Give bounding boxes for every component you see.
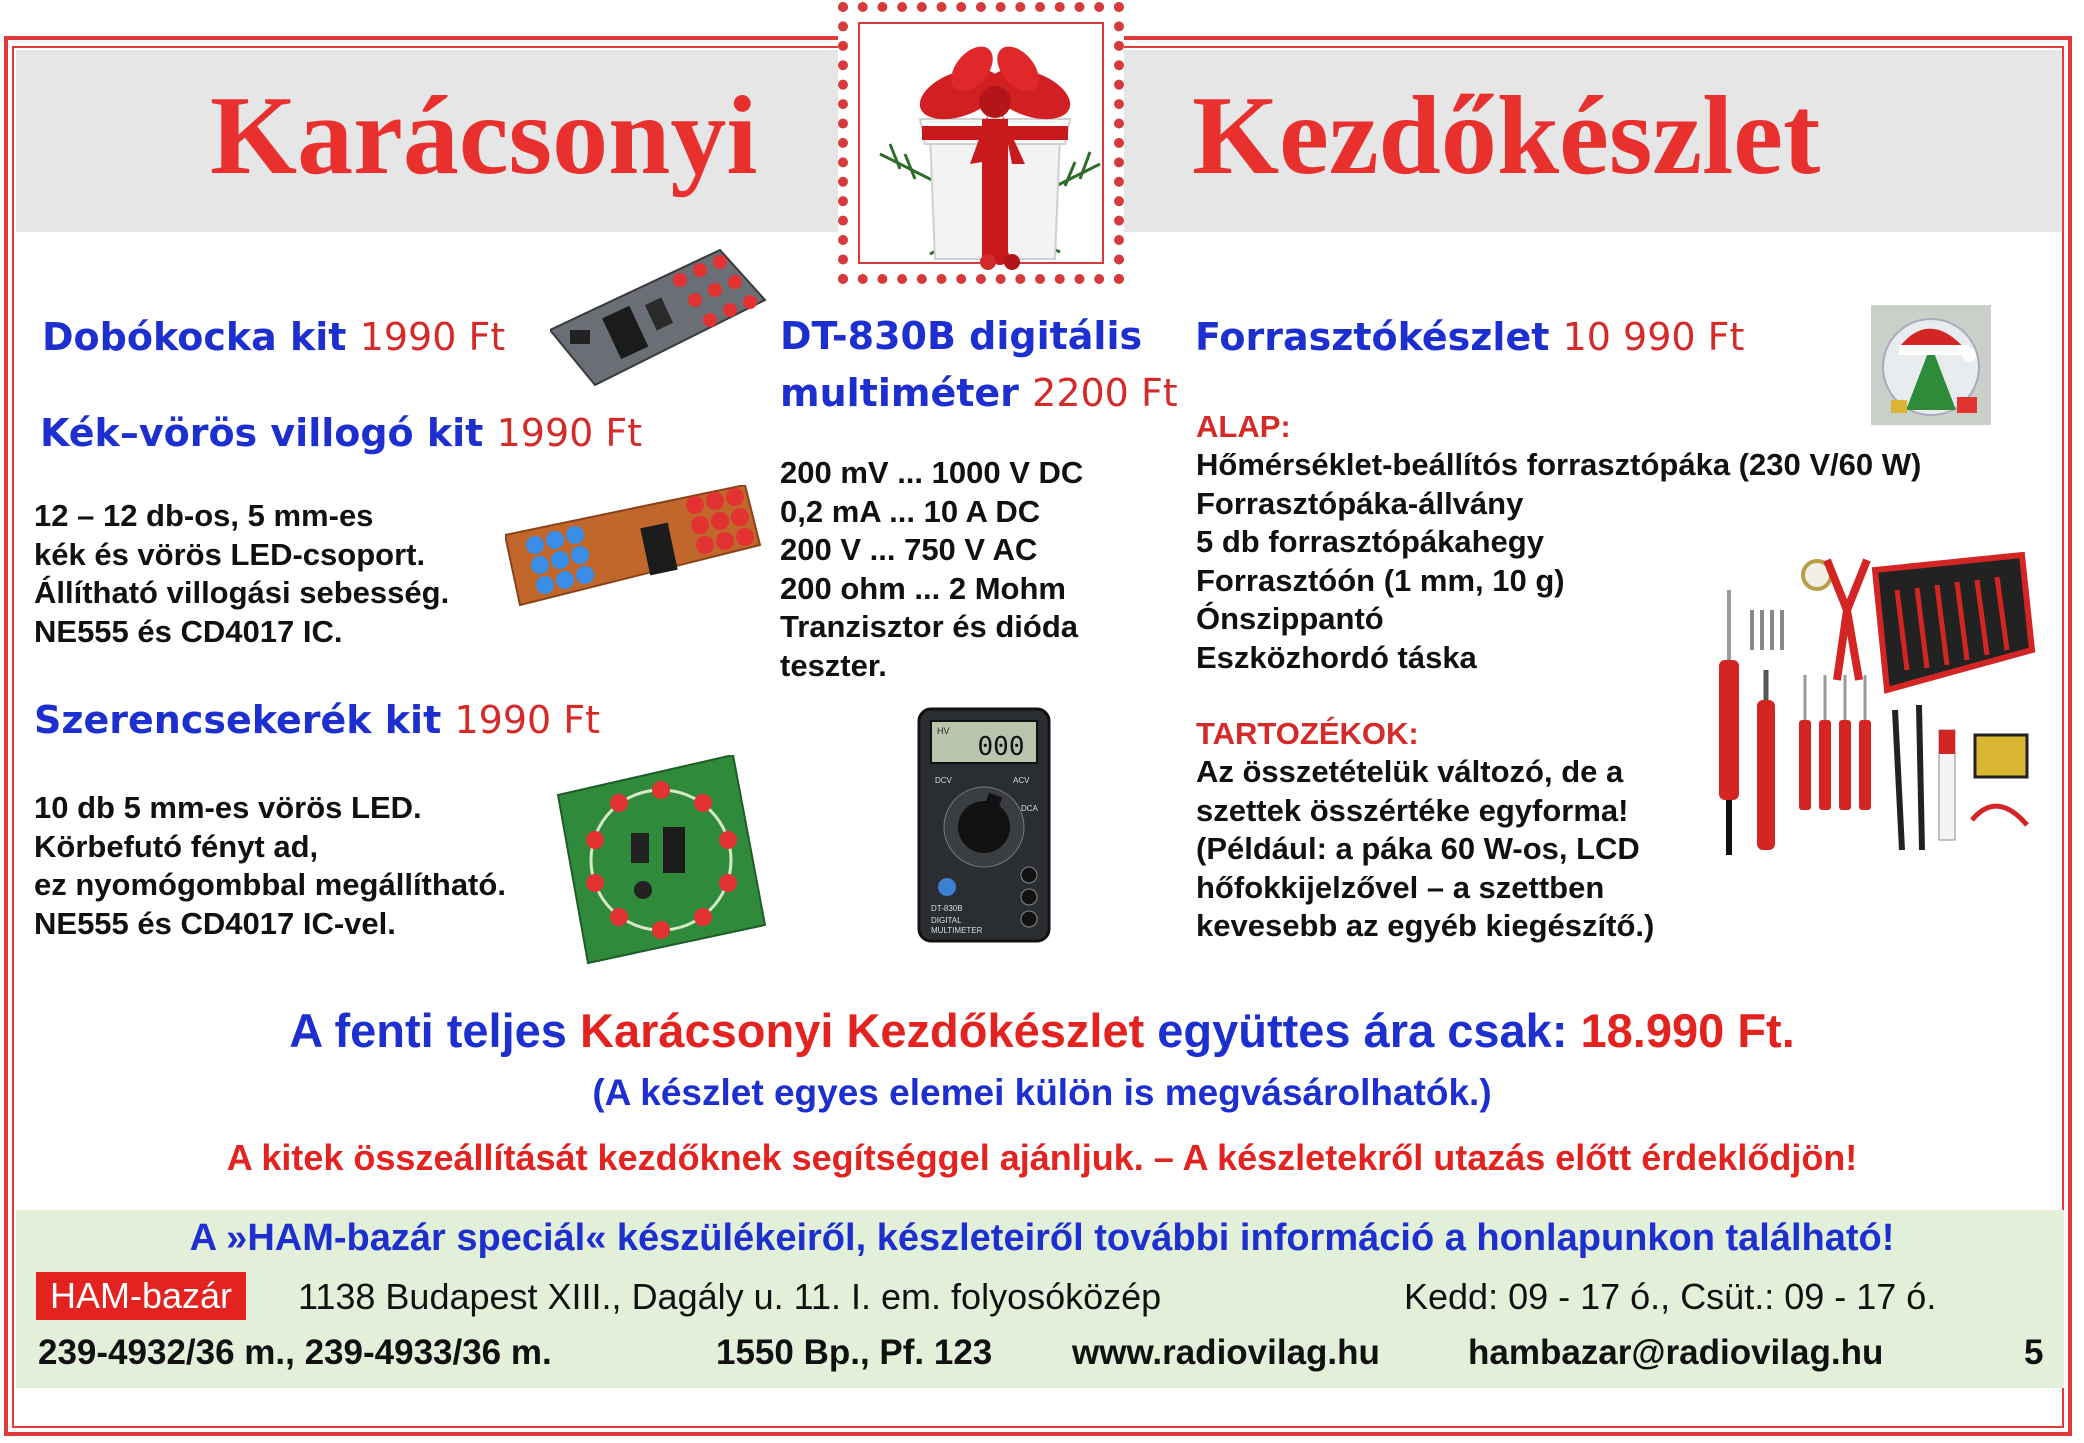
footer-email[interactable]: hambazar@radiovilag.hu — [1468, 1333, 1884, 1372]
forraszto-base-item: Forrasztóón (1 mm, 10 g) — [1196, 562, 1565, 598]
multimeter-display-label: HV — [937, 726, 950, 736]
multimeter-dial-label: DCA — [1021, 804, 1038, 813]
forraszto-accessories-label: TARTOZÉKOK: — [1196, 716, 1419, 751]
gift-image-frame — [838, 2, 1124, 284]
promo-advice: A kitek összeállítását kezdőknek segítséggel ajánljuk. – A készletekről utazás előtt érdeklődjön! — [226, 1137, 1858, 1178]
footer-info: A »HAM-bazár speciál« készülékeiről, készleteiről további információ a honlapunkon található! — [189, 1217, 1895, 1259]
promo-note: (A készlet egyes elemei külön is megvásárolhatók.) — [592, 1072, 1492, 1113]
forraszto-accessories-text — [1196, 753, 1654, 946]
soldering-kit-image — [1707, 550, 2037, 865]
forraszto-base-label: ALAP: — [1196, 409, 1291, 444]
footer-pobox: 1550 Bp., Pf. 123 — [716, 1333, 993, 1372]
villogo-description — [34, 497, 449, 651]
promo-part3: együttes ára csak: — [1157, 1004, 1568, 1057]
forraszto-base-item: Hőmérséklet-beállítós forrasztópáka (230 V/60 W) — [1196, 447, 1922, 482]
title-left: Karácsonyi — [210, 74, 758, 198]
szerencsekerek-desc-line: NE555 és CD4017 IC-vel. — [34, 905, 396, 941]
wheel-kit-image — [553, 755, 768, 970]
ham-bazar-badge: HAM-bazár — [36, 1272, 246, 1320]
szerencsekerek-price: 1990 Ft — [454, 698, 601, 742]
multimeter-image — [917, 707, 1051, 948]
villogo-name: Kék–vörös villogó kit — [40, 411, 484, 455]
szerencsekerek-desc-line: 10 db 5 mm-es vörös LED. — [34, 790, 422, 825]
villogo-desc-line: Állítható villogási sebesség. — [34, 575, 450, 610]
multimeter-dial-label: ACV — [1013, 776, 1030, 785]
forraszto-name: Forrasztókészlet — [1195, 315, 1550, 359]
multimeter-price: 2200 Ft — [1032, 371, 1178, 415]
page-number: 5 — [2024, 1333, 2044, 1372]
villogo-desc-line: kék és vörös LED-csoport. — [34, 536, 426, 572]
footer-hours: Kedd: 09 - 17 ó., Csüt.: 09 - 17 ó. — [1404, 1276, 1937, 1317]
forraszto-heading — [1195, 314, 1744, 362]
footer-phones: 239-4932/36 m., 239-4933/36 m. — [38, 1333, 552, 1372]
forraszto-base-item: Ónszippantó — [1196, 601, 1384, 636]
forraszto-accessories-line: Az összetételük változó, de a — [1196, 754, 1624, 789]
led-flasher-image — [505, 485, 765, 615]
multimeter-caption-line: MULTIMETER — [931, 926, 983, 935]
multimeter-description — [780, 454, 1083, 685]
dobokocka-price: 1990 Ft — [359, 315, 506, 359]
forraszto-base-item: 5 db forrasztópákahegy — [1196, 524, 1544, 559]
multimeter-desc-line: 200 ohm ... 2 Mohm — [780, 570, 1066, 606]
villogo-price: 1990 Ft — [496, 411, 643, 455]
forraszto-accessories-line: szettek összértéke egyforma! — [1196, 792, 1629, 828]
forraszto-accessories-line: hőfokkijelzővel – a szettben — [1196, 869, 1605, 905]
gift-image — [858, 22, 1104, 264]
promo-price: 18.990 Ft. — [1580, 1004, 1795, 1057]
promo-part1: A fenti teljes — [289, 1004, 567, 1057]
dobokocka-heading — [42, 314, 505, 362]
dobokocka-name: Dobókocka kit — [42, 315, 347, 359]
footer-address: 1138 Budapest XIII., Dagály u. 11. I. em. folyosóközép — [298, 1276, 1162, 1317]
multimeter-name-line1: DT-830B digitális — [780, 314, 1143, 358]
villogo-desc-line: NE555 és CD4017 IC. — [34, 613, 343, 649]
szerencsekerek-name: Szerencsekerék kit — [34, 698, 442, 742]
multimeter-desc-line: Tranzisztor és dióda — [780, 609, 1079, 644]
forraszto-accessories-line: (Például: a páka 60 W-os, LCD — [1196, 831, 1640, 866]
multimeter-caption-line: DIGITAL — [931, 916, 962, 925]
multimeter-model-text: DT-830B — [931, 904, 963, 913]
multimeter-desc-line: 0,2 mA ... 10 A DC — [780, 493, 1041, 529]
title-right: Kezdőkészlet — [1192, 74, 1821, 198]
forraszto-price: 10 990 Ft — [1562, 315, 1745, 359]
promo-kit-name: Karácsonyi Kezdőkészlet — [580, 1004, 1145, 1057]
szerencsekerek-desc-line: ez nyomógombbal megállítható. — [34, 867, 506, 902]
multimeter-desc-line: teszter. — [780, 647, 887, 683]
multimeter-display-reading: 000 — [977, 732, 1025, 762]
forraszto-base-item: Eszközhordó táska — [1196, 639, 1477, 675]
villogo-heading — [40, 410, 642, 458]
szerencsekerek-desc-line: Körbefutó fényt ad, — [34, 828, 319, 864]
multimeter-desc-line: 200 V ... 750 V AC — [780, 532, 1038, 567]
christmas-icon — [1871, 305, 1991, 430]
multimeter-heading — [780, 308, 1178, 422]
promo-line — [0, 1003, 2084, 1058]
footer-website[interactable]: www.radiovilag.hu — [1072, 1333, 1380, 1372]
dice-kit-image — [550, 240, 770, 395]
multimeter-name-line2: multiméter — [780, 371, 1019, 415]
multimeter-desc-line: 200 mV ... 1000 V DC — [780, 455, 1084, 490]
forraszto-accessories-line: kevesebb az egyéb kiegészítő.) — [1196, 908, 1655, 943]
villogo-desc-line: 12 – 12 db-os, 5 mm-es — [34, 498, 374, 533]
szerencsekerek-description — [34, 789, 506, 943]
szerencsekerek-heading — [34, 697, 600, 745]
multimeter-dial-label: DCV — [935, 776, 952, 785]
forraszto-base-item: Forrasztópáka-állvány — [1196, 485, 1524, 521]
